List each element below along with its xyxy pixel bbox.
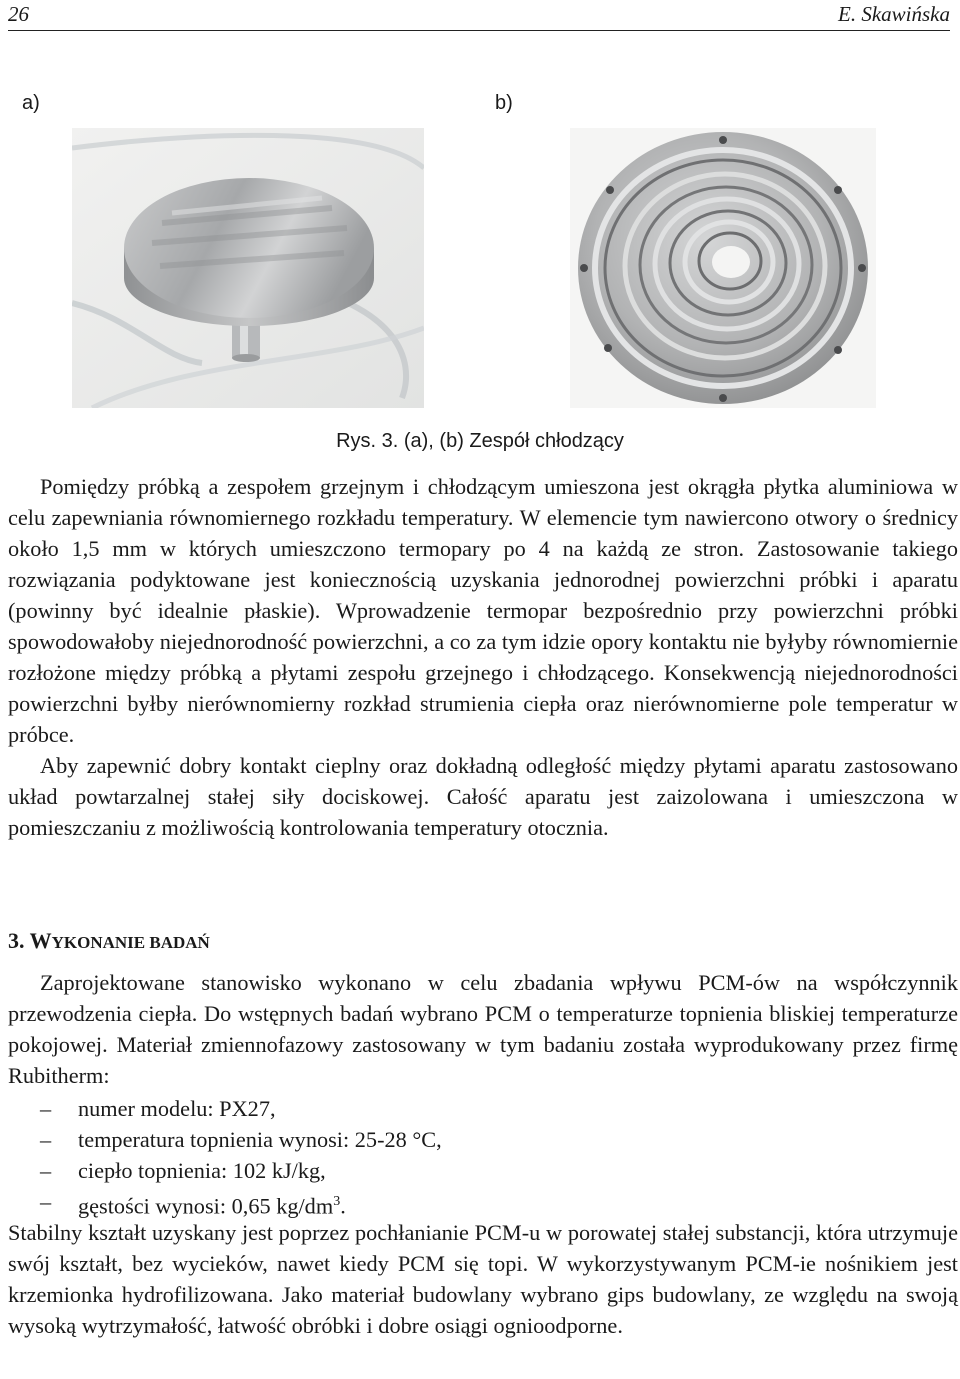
paragraph-stability: Stabilny kształt uzyskany jest poprzez pochłanianie PCM-u w porowatej stałej substancji, która utrzymuje swój kształt, bez wycieków, nawet kiedy PCM się topi. W wykorzystywanym PCM-ie nośnikiem jest krzemionka hydrofilizowana. Jako materiał budowlany wybrano gips budowlany, ze względu na swoją wysoką wytrzymałość, łatwość obróbki i dobre osiągi ognioodporne. [8,1220,958,1338]
density-period: . [340,1193,346,1219]
list-dash: – [40,1096,52,1121]
list-dash: – [40,1158,52,1183]
figure-label-b: b) [495,92,513,114]
list-item-text: ciepło topnienia: 102 kJ/kg, [78,1158,326,1183]
list-dash: – [40,1189,52,1214]
list-item [8,1155,442,1186]
section-body [8,967,958,1091]
photo-spiral-channel-plate [570,128,876,408]
figure-caption: Rys. 3. (a), (b) Zespół chłodzący [336,430,624,452]
body-text [8,471,958,843]
density-exponent: 3 [333,1194,341,1209]
list-item [8,1124,442,1155]
page-number: 26 [8,2,29,26]
section-number: 3. [8,928,25,953]
figure-label-a: a) [22,92,40,114]
section-title-first: W [29,928,52,953]
final-body [8,1217,958,1341]
section-title-rest: YKONANIE BADAŃ [51,933,210,952]
pcm-properties-list [8,1093,442,1221]
paragraph-contact: Aby zapewnić dobry kontakt cieplny oraz dokładną odległość między płytami aparatu zastosowano układ powtarzalnej stałej siły dociskowej. Całość aparatu jest zaizolowana i umieszczona w pomieszczaniu z możliwością kontrolowania temperatury otocznia. [8,753,958,840]
list-item [8,1093,442,1124]
list-item-text: temperatura topnienia wynosi: 25-28 °C, [78,1127,442,1152]
photo-cooling-plate [72,128,424,408]
paragraph-pcm-intro: Zaprojektowane stanowisko wykonano w celu zbadania wpływu PCM-ów na współczynnik przewodzenia ciepła. Do wstępnych badań wybrano PCM o temperaturze topnienia bliskiej temperaturze pokojowej. Materiał zmiennofazowy zastosowany w tym badaniu została wyprodukowany przez firmę Rubitherm: [8,970,958,1088]
list-item-text: numer modelu: PX27, [78,1096,276,1121]
density-text: gęstości wynosi: 0,65 kg/dm [78,1193,334,1219]
section-heading [8,928,210,954]
list-dash: – [40,1127,52,1152]
running-author: E. Skawińska [838,2,950,26]
page-header [8,0,950,31]
paragraph-heat-plate: Pomiędzy próbką a zespołem grzejnym i chłodzącym umieszona jest okrągła płytka aluminiowa w celu zapewniania równomiernego rozkładu temperatury. W elemencie tym nawiercono otwory o średnicy około 1,5 mm w których umieszczono termopary po 4 na każdą ze stron. Zastosowanie takiego rozwiązania podyktowane jest koniecznością uzyskania jednorodnej powierzchni próbki i aparatu (powinny być idealnie płaskie). Wprowadzenie termopar bezpośrednio przy powierzchni próbki spowodowałoby niejednorodność powierzchni, a co za tym idzie opory kontaktu nie byłyby równomiernie rozłożone między próbką a płytami zespołu grzejnego i chłodzącego. Konsekwencją niejednorodności powierzchni byłby nierównomierny rozkład strumienia ciepła oraz nierównomierne pole temperatur w próbce. [8,474,958,747]
